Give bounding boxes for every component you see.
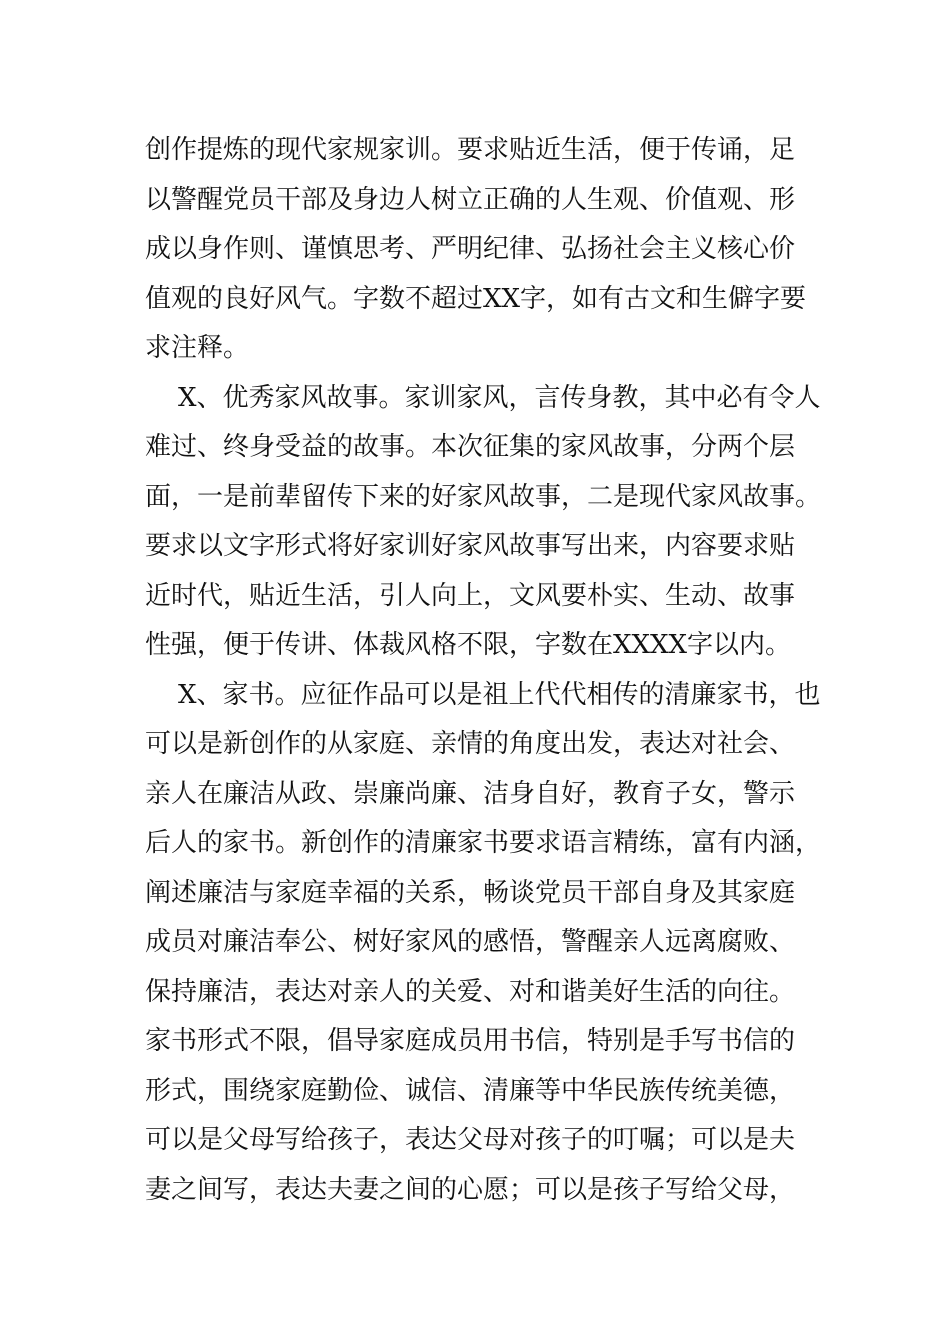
text-line: 求注释。: [145, 333, 250, 363]
body-text: [145, 126, 822, 1215]
paragraph-start-line: X、优秀家风故事。家训家风，言传身教，其中必有令人: [178, 382, 821, 413]
text-line: 成员对廉洁奉公、树好家风的感悟，警醒亲人远离腐败、: [145, 927, 796, 957]
text-line: 要求以文字形式将好家训好家风故事写出来，内容要求贴: [145, 531, 796, 561]
text-line: 可以是新创作的从家庭、亲情的角度出发，表达对社会、: [145, 729, 796, 759]
text-line: 难过、终身受益的故事。本次征集的家风故事，分两个层: [145, 432, 796, 462]
text-line: 形式，围绕家庭勤俭、诚信、清廉等中华民族传统美德，: [145, 1075, 796, 1106]
text-line: 家书形式不限，倡导家庭成员用书信，特别是手写书信的: [145, 1026, 796, 1056]
text-line: 阐述廉洁与家庭幸福的关系，畅谈党员干部自身及其家庭: [145, 877, 796, 908]
text-line: 保持廉洁，表达对亲人的关爱、对和谐美好生活的向往。: [145, 976, 796, 1007]
text-line: 后人的家书。新创作的清廉家书要求语言精练，富有内涵，: [145, 828, 822, 858]
paragraph-start-line: X、家书。应征作品可以是祖上代代相传的清廉家书，也: [178, 679, 821, 710]
text-line: 可以是父母写给孩子，表达父母对孩子的叮嘱；可以是夫: [145, 1125, 796, 1155]
text-line: 值观的良好风气。字数不超过XX字，如有古文和生僻字要: [145, 283, 807, 314]
text-line: 性强，便于传讲、体裁风格不限，字数在XXXX字以内。: [145, 630, 792, 660]
text-line: 近时代，贴近生活，引人向上，文风要朴实、生动、故事: [145, 580, 796, 611]
text-line: 创作提炼的现代家规家训。要求贴近生活，便于传诵，足: [145, 135, 796, 165]
text-line: 以警醒党员干部及身边人树立正确的人生观、价值观、形: [145, 184, 796, 215]
text-line: 妻之间写，表达夫妻之间的心愿；可以是孩子写给父母，: [145, 1174, 796, 1205]
text-line: 成以身作则、谨慎思考、严明纪律、弘扬社会主义核心价: [145, 234, 796, 264]
text-line: 面，一是前辈留传下来的好家风故事，二是现代家风故事。: [145, 481, 822, 512]
text-line: 亲人在廉洁从政、崇廉尚廉、洁身自好，教育子女，警示: [145, 778, 796, 809]
